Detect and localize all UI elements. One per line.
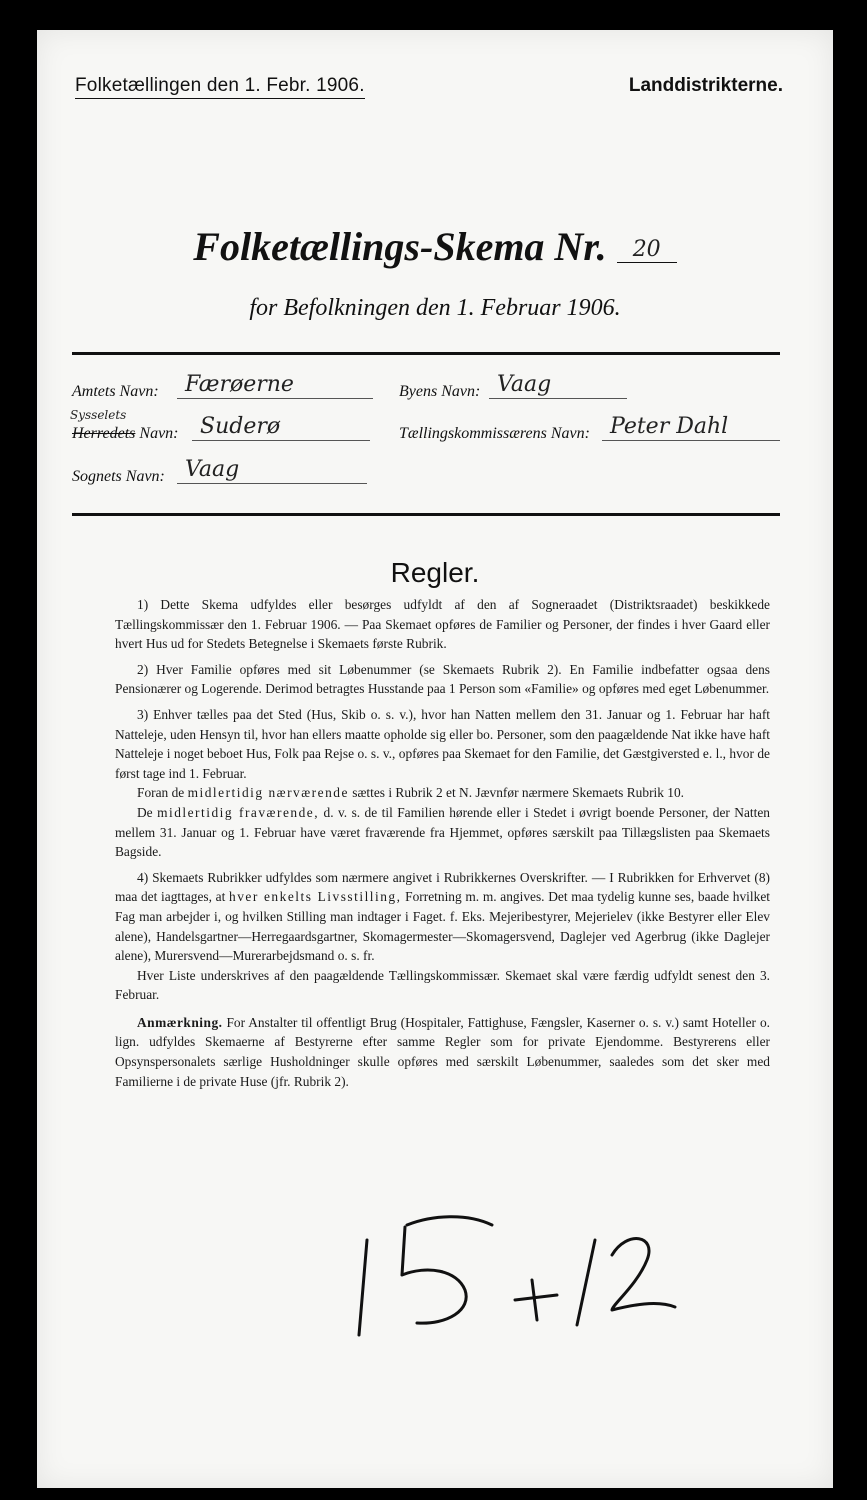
rule-2: 2) Hver Familie opføres med sit Løbenummer (se Skemaets Rubrik 2). En Familie indbefatter ogsaa dens Pensionærer og Logerende. Derimod betragtes Husstande paa 1 Person som «Familie» og opføres med eget Løbenummer. — [115, 661, 770, 697]
rules-heading: Regler. — [390, 557, 480, 588]
sogn-label: Sognets Navn: — [72, 468, 165, 485]
rules-text — [115, 595, 770, 1097]
district-type-header: Landdistrikterne. — [628, 75, 783, 96]
rule-4 — [115, 868, 770, 966]
rule-3-absent — [115, 803, 770, 862]
form-title — [37, 223, 833, 270]
commissioner-value: Peter Dahl — [602, 416, 780, 441]
form-number: 20 — [617, 237, 677, 263]
rule-4-post: Forretning m. m. angives. Det maa tydelig kunne ses, baade hvilket Fag man arbejder i, og hvilken Stilling man indtager i Faget. f. Eks. Mejeribestyrer, Mejerielev (ikke Bestyrer eller Elev alene), Handelsgartner—Herregaardsgartner, Skomagermester—Skomagersvend, Daglejer ved Agerbrug (ikke Daglejer alene), Murersvend—Murerarbejdsmand o. s. fr. — [115, 889, 770, 964]
form-subtitle: for Befolkningen den 1. Februar 1906. — [249, 295, 621, 321]
top-divider — [72, 352, 780, 355]
rule-3-absent-pre: De — [137, 804, 153, 820]
bottom-divider — [72, 513, 780, 516]
handwritten-total-mark — [357, 1195, 677, 1345]
form-title-text: Folketællings-Skema Nr. — [193, 224, 607, 269]
remark — [115, 1013, 770, 1091]
herred-value: Suderø — [192, 416, 370, 441]
by-value: Vaag — [489, 374, 627, 399]
rule-1: 1) Dette Skema udfyldes eller besørges udfyldt af den af Sogneraadet (Distriktsraadet) beskikkede Tællingskommissær den 1. Februar 1906. — Paa Skemaet opføres de Familier og Personer, der findes i hver Gaard eller hvert Hus ud for Stedets Betegnelse i Skemaets første Rubrik. — [115, 597, 770, 652]
amt-value: Færøerne — [177, 374, 373, 399]
rule-3-absent-spaced: midlertidig fraværende, — [157, 804, 320, 820]
sogn-value: Vaag — [177, 459, 367, 484]
rule-4-pre: 4) Skemaets Rubrikker udfyldes som nærmere angivet i Rubrikkernes Overskrifter. — I Rubrikken for Erhvervet (8) maa det iagttages, at — [115, 869, 770, 905]
census-header-left: Folketællingen den 1. Febr. 1906. — [75, 75, 365, 99]
herred-label — [72, 425, 179, 443]
census-form-page — [37, 30, 833, 1488]
rule-4-spaced: hver enkelts Livsstilling, — [229, 889, 402, 905]
herred-label-rest: Navn: — [139, 425, 179, 442]
remark-label: Anmærkning. — [137, 1014, 223, 1030]
commissioner-label: Tællingskommissærens Navn: — [399, 425, 590, 442]
rule-3-present-spaced: midlertidig nærværende — [187, 785, 349, 801]
by-label: Byens Navn: — [399, 383, 481, 400]
rule-3-present-post: sættes i Rubrik 2 et N. Jævnfør nærmere Skemaets Rubrik 10. — [352, 785, 685, 801]
rule-3-absent-post: d. v. s. de til Familien hørende eller i Stedet i øvrigt boende Personer, der Natten mellem 31. Januar og 1. Februar have været fraværende fra Hjemmet, opføres særskilt paa Tillægslisten paa Skemaets Bagside. — [115, 804, 770, 860]
amt-label: Amtets Navn: — [72, 383, 159, 400]
remark-text: For Anstalter til offentligt Brug (Hospitaler, Fattighuse, Fængsler, Kaserner o. s. v.) samt Hoteller o. lign. udfyldes Skemaerne af Bestyrerne efter samme Regler som for private Ejendomme. Bestyrerens eller Opsynspersonalets særlige Husholdninger skulle opføres med særskilt Løbenummer, saaledes som det sker med Familierne i de private Huse (jfr. Rubrik 2). — [115, 1014, 770, 1089]
rule-3: 3) Enhver tælles paa det Sted (Hus, Skib o. s. v.), hvor han Natten mellem den 31. Januar og 1. Februar har haft Natteleje, uden Hensyn til, hvor han ellers maatte opholde sig eller bo. Personer, som den paagældende Nat ikke have haft Natteleje i noget beboet Hus, Folk paa Rejse o. s. v., opføres paa Skemaet for den Familie, det Gæstgiversted e. l., hvor de først tage ind 1. Februar. — [115, 706, 770, 781]
herred-handwritten-correction: Sysselets — [70, 408, 127, 422]
rule-3-present-pre: Foran de — [137, 785, 185, 801]
rule-4-signature: Hver Liste underskrives af den paagældende Tællingskommissær. Skemaet skal være færdig udfyldt senest den 3. Februar. — [115, 967, 770, 1003]
rule-3-present — [115, 783, 770, 803]
herred-struck-word: Herredets — [72, 425, 136, 442]
